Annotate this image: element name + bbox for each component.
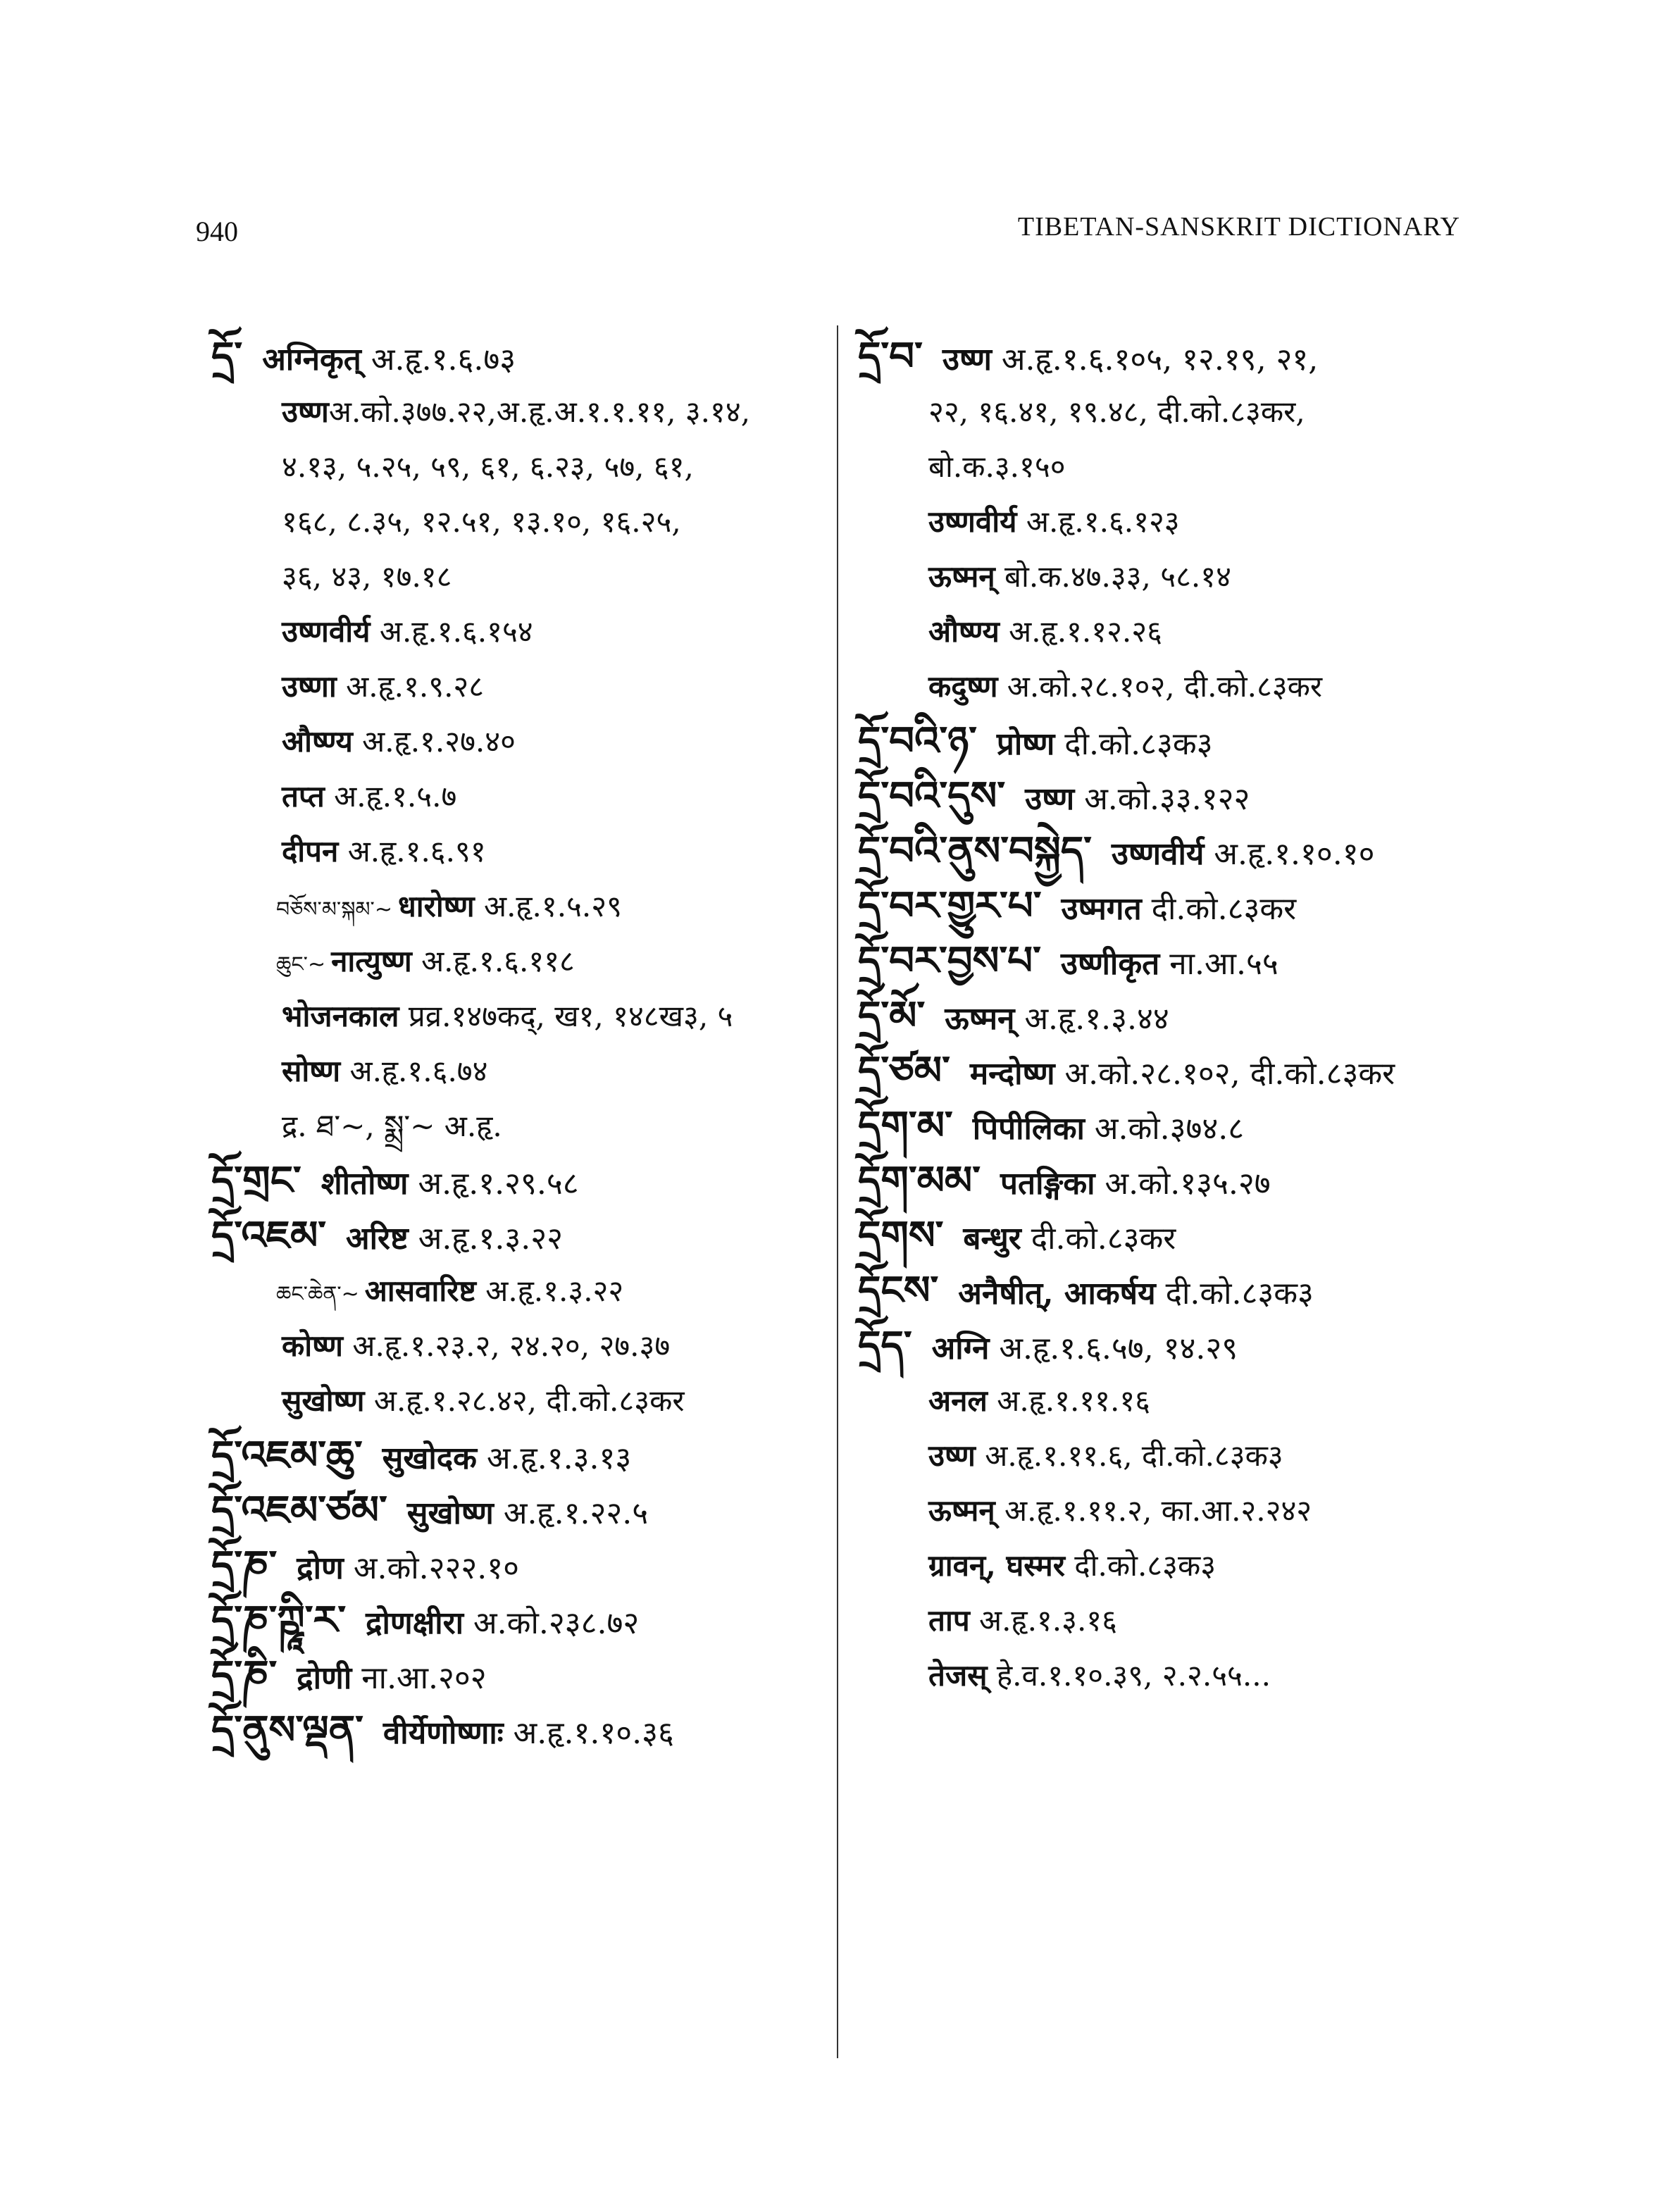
source-reference: ना.आ.५५ (1159, 946, 1278, 982)
dictionary-entry (858, 714, 1492, 769)
source-reference: बो.क.३.१५० (928, 449, 1066, 484)
tibetan-headword: དྲོངས་ (858, 1268, 939, 1314)
tibetan-headword: དྲོ་ (211, 334, 243, 380)
dictionary-entry (211, 1703, 831, 1758)
source-reference: अ.हृ.१.३.२२ (408, 1221, 564, 1257)
tibetan-headword: དྲོ་འཇམ་ (211, 1213, 327, 1259)
tibetan-headword: དྲོགས་ (858, 1213, 944, 1259)
source-reference: अ.हृ.१.६.७३ (361, 342, 516, 378)
dictionary-entry (211, 1428, 831, 1483)
tibetan-headword: བཅོས་མ་སྐམ་~ (276, 897, 392, 922)
sanskrit-equivalent: दीपन (282, 834, 339, 868)
source-reference: अ.हृ.१.६.१२३ (1016, 504, 1180, 539)
source-reference: अ.हृ.१.६.५७, १४.२९ (989, 1331, 1238, 1366)
entry-sense-line (211, 659, 831, 714)
sanskrit-equivalent: शीतोष्ण (321, 1166, 409, 1202)
source-reference: अ.को.१३५.२७ (1095, 1166, 1271, 1202)
source-reference: अ.हृ.१.३.१६ (969, 1603, 1117, 1638)
dictionary-entry (211, 1648, 831, 1703)
sanskrit-equivalent: सुखोष्ण (282, 1383, 365, 1418)
left-column (211, 330, 831, 1758)
source-reference: अ.हृ.१.६.७४ (340, 1054, 488, 1088)
source-reference: अ.को.३३.१२२ (1074, 781, 1250, 817)
running-head: TIBETAN-SANSKRIT DICTIONARY (1017, 212, 1460, 242)
tibetan-headword: དྲོ་བའི་དུས་ (858, 773, 1006, 819)
source-reference: ३६, ४३, १७.१८ (282, 559, 452, 594)
entry-sense-line (858, 1374, 1492, 1428)
sanskrit-equivalent: उष्णवीर्य (282, 614, 371, 649)
entry-sense-line (211, 1099, 831, 1154)
entry-sense-line (211, 604, 831, 659)
sanskrit-equivalent: भोजनकाल (282, 999, 399, 1033)
tibetan-headword: དྲོད་ (858, 1323, 912, 1369)
dictionary-entry (858, 1319, 1492, 1374)
source-reference: अ.हृ.१.२३.२, २४.२०, २७.३७ (343, 1328, 671, 1363)
sanskrit-equivalent: कोष्ण (282, 1328, 344, 1363)
sanskrit-equivalent: पिपीलिका (972, 1111, 1085, 1147)
sanskrit-equivalent: उष्णवीर्य (928, 504, 1017, 539)
tibetan-headword: དྲོ་ཎི་ (211, 1652, 278, 1698)
sanskrit-equivalent: ऊष्मन् (928, 1493, 995, 1528)
dictionary-entry (858, 1264, 1492, 1319)
source-reference: अ.हृ.१.९.२८ (336, 669, 485, 704)
entry-sense-line (211, 494, 831, 549)
sanskrit-equivalent: आसवारिष्ट (364, 1274, 476, 1308)
dictionary-entry (858, 1044, 1492, 1099)
entry-sense-line (858, 385, 1492, 440)
entry-sense-line (211, 1374, 831, 1428)
tibetan-headword: དྲོ་གྲང་ (211, 1158, 301, 1204)
sanskrit-equivalent: मन्दोष्ण (969, 1056, 1055, 1092)
source-reference: दी.को.८३कर (1141, 891, 1297, 927)
source-reference: अ.हृ.१.१०.१० (1204, 836, 1375, 872)
sanskrit-equivalent: सुखोष्ण (406, 1495, 494, 1531)
entry-sense-line (858, 1428, 1492, 1483)
entry-sense-line (211, 549, 831, 604)
entry-sense-line (211, 824, 831, 879)
source-reference: दी.को.८३कर (1021, 1221, 1176, 1257)
entry-sense-line (858, 440, 1492, 494)
source-reference: अ.हृ.१.३.४४ (1014, 1001, 1169, 1037)
source-reference: अ.हृ.१.१२.२६ (999, 614, 1162, 649)
sanskrit-equivalent: अनल (928, 1383, 988, 1418)
tibetan-headword: དྲོ་ཙམ་ (858, 1048, 950, 1094)
entry-sense-line (211, 934, 831, 989)
sanskrit-equivalent: प्रोष्ण (996, 726, 1055, 762)
source-reference: अ.हृ.१.६.१०५, १२.१९, २१, (991, 342, 1319, 378)
right-column (858, 330, 1492, 1703)
entry-sense-line (858, 1538, 1492, 1593)
dictionary-entry (858, 824, 1492, 879)
dictionary-entry (858, 330, 1492, 385)
sanskrit-equivalent: उष्ण (282, 394, 329, 429)
entry-sense-line (211, 879, 831, 934)
dictionary-entry (211, 1538, 831, 1593)
sanskrit-equivalent: अरिष्ट (346, 1221, 409, 1257)
sanskrit-equivalent: द्रोणी (297, 1660, 352, 1696)
sanskrit-equivalent: उष्ण (1025, 781, 1075, 817)
sanskrit-equivalent: वीर्येणोष्णाः (382, 1715, 504, 1751)
source-reference: अ.हृ.१.६.९१ (338, 834, 486, 868)
tibetan-headword: དྲོ་འཇམ་ཙམ་ (211, 1488, 387, 1533)
sanskrit-equivalent: नात्युष्ण (331, 944, 412, 978)
source-reference: ना.आ.२०२ (351, 1660, 487, 1696)
source-reference: अ.को.२८.१०२, दी.को.८३कर (997, 669, 1323, 704)
dictionary-entry (211, 1154, 831, 1209)
page-number: 940 (196, 216, 238, 247)
source-reference: दी.को.८३क३ (1054, 726, 1213, 762)
sanskrit-equivalent: उष्णा (282, 669, 337, 704)
entry-sense-line (211, 769, 831, 824)
dictionary-entry (858, 989, 1492, 1044)
source-reference: ४.१३, ५.२५, ५९, ६१, ६.२३, ५७, ६१, (282, 449, 694, 484)
sanskrit-equivalent: उष्मगत (1061, 891, 1142, 927)
dictionary-entry (858, 769, 1492, 824)
tibetan-headword: དྲོ་བར་བྱས་པ་ (858, 938, 1041, 984)
dictionary-entry (858, 879, 1492, 934)
sanskrit-equivalent: अनैषीत्, आकर्षय (958, 1276, 1156, 1312)
entry-sense-line (211, 714, 831, 769)
sanskrit-equivalent: ग्रावन्, घस्मर (928, 1548, 1065, 1583)
sanskrit-equivalent: कदुष्ण (928, 669, 998, 704)
source-reference: अ.हृ.१.५.७ (324, 779, 457, 814)
tibetan-headword: དྲོ་བར་གྱུར་པ་ (858, 883, 1042, 929)
source-reference: अ.को.२३८.७२ (463, 1605, 640, 1641)
source-reference: अ.हृ.१.११.२, का.आ.२.२४२ (995, 1493, 1312, 1528)
tibetan-headword: ཆུང་~ (276, 952, 326, 977)
source-reference: अ.को.३७७.२२,अ.हृ.अ.१.१.११, ३.१४, (328, 394, 751, 429)
dictionary-entry (858, 1209, 1492, 1264)
tibetan-headword: དྲོ་བའི་ཉ་ (858, 718, 977, 764)
sanskrit-equivalent: द्रोणक्षीरा (366, 1605, 464, 1641)
entry-sense-line (858, 659, 1492, 714)
sanskrit-equivalent: सुखोदक (382, 1440, 477, 1476)
sanskrit-equivalent: अग्निकृत् (262, 342, 361, 378)
dictionary-entry (211, 1209, 831, 1264)
source-reference: १६८, ८.३५, १२.५१, १३.१०, १६.२५, (282, 504, 681, 539)
entry-sense-line (858, 1593, 1492, 1648)
source-reference: अ.हृ.१.६.१५४ (370, 614, 533, 649)
entry-sense-line (858, 1648, 1492, 1703)
sanskrit-equivalent: सोष्ण (282, 1054, 341, 1088)
sanskrit-equivalent: औष्ण्य (928, 614, 1000, 649)
source-reference: अ.को.३७४.८ (1084, 1111, 1245, 1147)
tibetan-headword: དྲོ་ཎ་ (211, 1543, 278, 1588)
dictionary-entry (211, 330, 831, 385)
source-reference: अ.को.२२२.१० (343, 1550, 520, 1586)
entry-sense-line (858, 549, 1492, 604)
entry-sense-line (858, 494, 1492, 549)
source-reference: प्रव्र.१४७कद्, ख१, १४८ख३, ५ (399, 999, 733, 1033)
entry-sense-line (211, 1264, 831, 1319)
source-reference: दी.को.८३क३ (1064, 1548, 1217, 1583)
entry-sense-line (858, 1483, 1492, 1538)
sanskrit-equivalent: धारोष्ण (397, 889, 475, 923)
source-reference: अ.हृ.१.११.६, दी.को.८३क३ (975, 1438, 1283, 1473)
source-reference: अ.हृ.१.३.२२ (475, 1274, 624, 1308)
source-reference: अ.हृ.१.२९.५८ (408, 1166, 579, 1202)
dictionary-entry (858, 934, 1492, 989)
tibetan-headword: དྲོག་མ་ (858, 1103, 953, 1149)
sanskrit-equivalent: ऊष्मन् (928, 559, 995, 594)
column-divider (837, 325, 838, 2058)
tibetan-headword: དྲོ་ཎ་ཀྵཱི་ར་ (211, 1598, 347, 1643)
dictionary-entry (211, 1483, 831, 1538)
source-reference: अ.हृ.१.३.१३ (476, 1440, 632, 1476)
source-reference: दी.को.८३क३ (1155, 1276, 1314, 1312)
source-reference: २२, १६.४१, १९.४८, दी.को.८३कर, (928, 394, 1305, 429)
sanskrit-equivalent: ऊष्मन् (945, 1001, 1015, 1037)
dictionary-entry (858, 1099, 1492, 1154)
sanskrit-equivalent: उष्ण (942, 342, 992, 378)
sanskrit-equivalent: बन्धुर (963, 1221, 1021, 1257)
entry-sense-line (858, 604, 1492, 659)
sanskrit-equivalent: द्रोण (297, 1550, 344, 1586)
source-reference: अ.हृ.१.५.२९ (474, 889, 622, 923)
source-reference: बो.क.४७.३३, ५८.१४ (995, 559, 1231, 594)
dictionary-entry (858, 1154, 1492, 1209)
tibetan-headword: དྲོ་ནུས་ལྡན་ (211, 1707, 363, 1753)
source-reference: अ.को.२८.१०२, दी.को.८३कर (1054, 1056, 1395, 1092)
source-reference: द्र. ཐ་~, སྨྲ་~ अ.हृ. (282, 1109, 502, 1143)
sanskrit-equivalent: ताप (928, 1603, 970, 1638)
sanskrit-equivalent: उष्ण (928, 1438, 976, 1473)
sanskrit-equivalent: तेजस् (928, 1658, 988, 1693)
tibetan-headword: དྲོ་བའི་ནུས་བསྐྱེད་ (858, 828, 1092, 874)
tibetan-headword: ཆང་ཆེན་~ (276, 1282, 359, 1307)
sanskrit-equivalent: उष्णवीर्य (1111, 836, 1205, 872)
source-reference: अ.हृ.१.१०.३६ (503, 1715, 674, 1751)
sanskrit-equivalent: अग्नि (931, 1331, 990, 1366)
source-reference: अ.हृ.१.२७.४० (352, 724, 516, 759)
source-reference: अ.हृ.१.६.११८ (411, 944, 575, 978)
sanskrit-equivalent: औष्ण्य (282, 724, 353, 759)
entry-sense-line (211, 440, 831, 494)
tibetan-headword: དྲོག་མམ་ (858, 1158, 981, 1204)
tibetan-headword: དྲོ་མོ་ (858, 993, 926, 1039)
entry-sense-line (211, 1044, 831, 1099)
sanskrit-equivalent: पतङ्गिका (1000, 1166, 1095, 1202)
source-reference: हे.व.१.१०.३९, २.२.५५... (987, 1658, 1271, 1693)
entry-sense-line (211, 1319, 831, 1374)
tibetan-headword: དྲོ་བ་ (858, 334, 923, 380)
source-reference: अ.हृ.१.२२.५ (493, 1495, 649, 1531)
sanskrit-equivalent: उष्णीकृत (1060, 946, 1160, 982)
entry-sense-line (211, 989, 831, 1044)
tibetan-headword: དྲོ་འཇམ་ཆུ་ (211, 1433, 363, 1478)
source-reference: अ.हृ.१.२८.४२, दी.को.८३कर (364, 1383, 685, 1418)
sanskrit-equivalent: तप्त (282, 779, 325, 814)
dictionary-entry (211, 1593, 831, 1648)
entry-sense-line (211, 385, 831, 440)
source-reference: अ.हृ.१.११.१६ (987, 1383, 1151, 1418)
